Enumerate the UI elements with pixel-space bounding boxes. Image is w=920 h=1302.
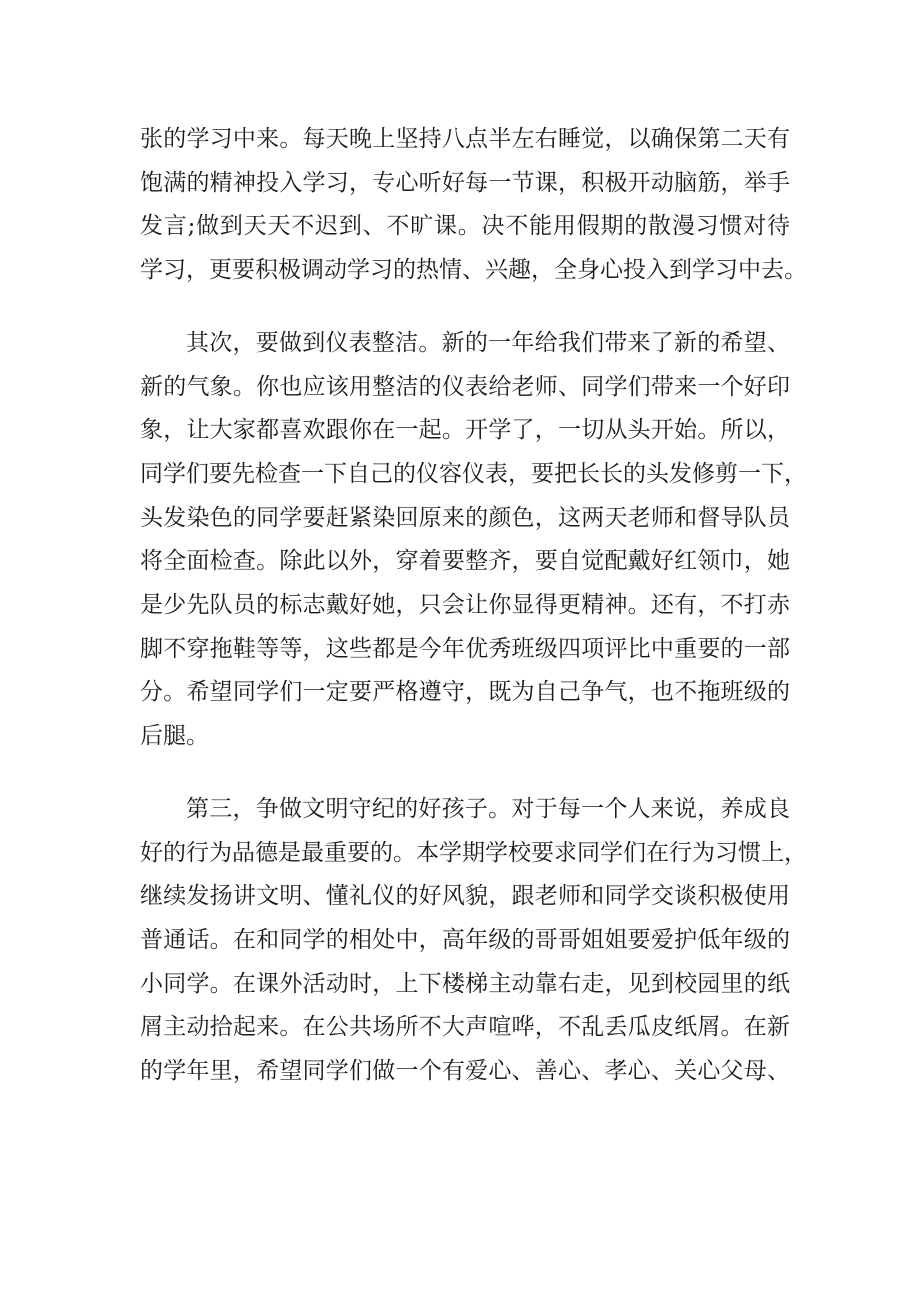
paragraph-line: 分。希望同学们一定要严格遵守，既为自己争气，也不拖班级的 [140, 679, 790, 706]
paragraph-1 [140, 118, 807, 293]
paragraph-line: 的学年里，希望同学们做一个有爱心、善心、孝心、关心父母、 [140, 1058, 790, 1085]
paragraph-line: 同学们要先检查一下自己的仪容仪表，要把长长的头发修剪一下， [140, 460, 807, 487]
paragraph-line: 第三，争做文明守纪的好孩子。对于每一个人来说，养成良 [186, 795, 790, 822]
paragraph-line: 屑主动拾起来。在公共场所不大声喧哗，不乱丢瓜皮纸屑。在新 [140, 1014, 790, 1041]
paragraph-line: 其次，要做到仪表整洁。新的一年给我们带来了新的希望、 [186, 329, 790, 356]
paragraph-line: 饱满的精神投入学习，专心听好每一节课，积极开动脑筋，举手 [140, 169, 790, 196]
paragraph-line: 小同学。在课外活动时，上下楼梯主动靠右走，见到校园里的纸 [140, 970, 790, 997]
paragraph-line: 普通话。在和同学的相处中，高年级的哥哥姐姐要爱护低年级的 [140, 926, 790, 953]
paragraph-line: 张的学习中来。每天晚上坚持八点半左右睡觉，以确保第二天有 [140, 126, 790, 152]
paragraph-line: 新的气象。你也应该用整洁的仪表给老师、同学们带来一个好印 [140, 373, 790, 400]
paragraph-line: 发言;做到天天不迟到、不旷课。决不能用假期的散漫习惯对待 [140, 213, 790, 240]
paragraph-3 [140, 788, 807, 1094]
document-body [140, 118, 807, 1094]
paragraph-line: 好的行为品德是最重要的。本学期学校要求同学们在行为习惯上， [140, 839, 807, 866]
paragraph-line: 将全面检查。除此以外，穿着要整齐，要自觉配戴好红领巾，她 [140, 548, 790, 575]
paragraph-line: 后腿。 [140, 723, 209, 750]
paragraph-line: 学习，更要积极调动学习的热情、兴趣，全身心投入到学习中去。 [140, 257, 807, 284]
paragraph-line: 是少先队员的标志戴好她，只会让你显得更精神。还有，不打赤 [140, 592, 790, 619]
paragraph-line: 脚不穿拖鞋等等，这些都是今年优秀班级四项评比中重要的一部 [140, 635, 790, 662]
paragraph-2 [140, 322, 807, 759]
paragraph-line: 头发染色的同学要赶紧染回原来的颜色，这两天老师和督导队员 [140, 504, 790, 531]
paragraph-line: 继续发扬讲文明、懂礼仪的好风貌，跟老师和同学交谈积极使用 [140, 883, 790, 910]
paragraph-line: 象，让大家都喜欢跟你在一起。开学了，一切从头开始。所以， [140, 417, 790, 444]
